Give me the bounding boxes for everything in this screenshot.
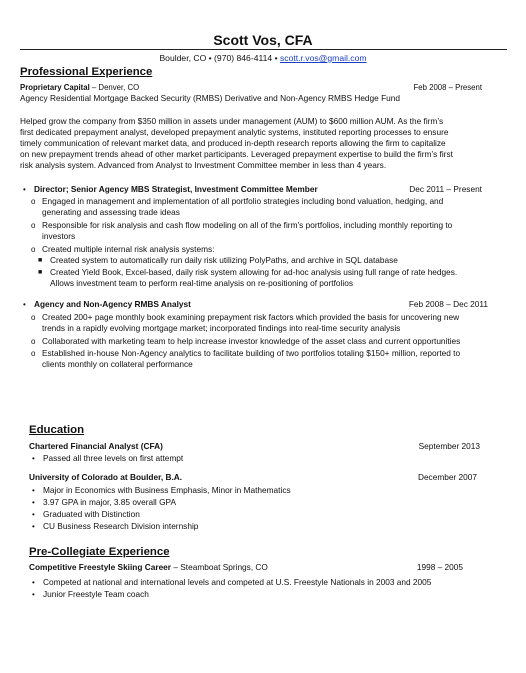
heading-pre-collegiate: Pre-Collegiate Experience <box>29 546 170 558</box>
role1-item: Responsible for risk analysis and cash flow modeling on all of the firm’s portfolios, including monthly reporting to <box>42 220 453 230</box>
bullet-icon: • <box>32 498 35 507</box>
role1-dates: Dec 2011 – Present <box>409 184 482 194</box>
circle-bullet-icon: o <box>31 337 36 346</box>
bullet-icon: • <box>32 590 35 599</box>
role2-dates: Feb 2008 – Dec 2011 <box>408 299 488 309</box>
role2-item: Established in-house Non-Agency analytics to facilitate building of two portfolios totaling $150+ million, reported to <box>42 348 461 358</box>
role1-item: Created multiple internal risk analysis systems: <box>42 244 215 254</box>
role1-subitem-cont: Allows investment team to perform real-time analysis on re-positioning of portfolios <box>50 278 353 288</box>
company-dates: Feb 2008 – Present <box>413 83 482 92</box>
skiing-dates: 1998 – 2005 <box>416 562 463 572</box>
university-item: Graduated with Distinction <box>43 509 140 519</box>
summary-line: first dedicated prepayment analyst, developed prepayment analytic systems, instituted reporting processes to ensure <box>20 127 449 137</box>
skiing-item: Junior Freestyle Team coach <box>43 589 149 599</box>
summary-line: Helped grow the company from $350 million in assets under management (AUM) to $600 million AUM. As the firm’s <box>20 116 444 126</box>
contact-details: Boulder, CO • (970) 846-4114 • <box>159 53 280 63</box>
skiing-item: Competed at national and international levels and competed at U.S. Freestyle Nationals in 2003 and 2005 <box>43 577 432 587</box>
bullet-icon: • <box>32 454 35 463</box>
company-line <box>20 82 139 93</box>
university-item: Major in Economics with Business Emphasis, Minor in Mathematics <box>43 485 291 495</box>
contact-line <box>0 53 526 64</box>
skiing-title: Competitive Freestyle Skiing Career <box>29 562 172 572</box>
fund-description: Agency Residential Mortgage Backed Security (RMBS) Derivative and Non-Agency RMBS Hedge Fund <box>20 93 400 103</box>
summary-line: risk analysis system. Advanced from Analyst to Investment Committee member in less than 4 years. <box>20 160 387 170</box>
cfa-date: September 2013 <box>418 441 480 451</box>
university-title: University of Colorado at Boulder, B.A. <box>29 472 183 482</box>
square-bullet-icon: ■ <box>38 269 43 276</box>
skiing-location: – Steamboat Springs, CO <box>171 562 268 572</box>
role1-title: Director; Senior Agency MBS Strategist, Investment Committee Member <box>34 184 318 194</box>
role2-item-cont: trends in a rapidly evolving mortgage market; incorporated findings into real-time security analysis <box>42 323 401 333</box>
summary-paragraph <box>20 116 510 171</box>
bullet-icon: • <box>23 300 26 309</box>
company-name: Proprietary Capital <box>20 83 90 92</box>
cfa-title: Chartered Financial Analyst (CFA) <box>29 441 163 451</box>
role2-title: Agency and Non-Agency RMBS Analyst <box>34 299 191 309</box>
company-location: – Denver, CO <box>89 83 140 92</box>
university-item: 3.97 GPA in major, 3.85 overall GPA <box>43 497 176 507</box>
skiing-line <box>29 562 268 573</box>
role1-item-cont: generating and assessing trade ideas <box>42 207 180 217</box>
circle-bullet-icon: o <box>31 221 36 230</box>
role1-subitem: Created system to automatically run daily risk utilizing PolyPaths, and archive in SQL database <box>50 255 398 265</box>
bullet-icon: • <box>32 510 35 519</box>
university-item: CU Business Research Division internship <box>43 521 199 531</box>
role2-item: Created 200+ page monthly book examining prepayment risk factors which provided the basis for uncovering new <box>42 312 460 322</box>
bullet-icon: • <box>32 522 35 531</box>
bullet-icon: • <box>32 578 35 587</box>
bullet-icon: • <box>23 185 26 194</box>
circle-bullet-icon: o <box>31 349 36 358</box>
summary-line: timely communication of relevant market data, and produced in-depth research reports allowing the firm to capitalize <box>20 138 446 148</box>
heading-professional-experience: Professional Experience <box>20 66 153 78</box>
cfa-item: Passed all three levels on first attempt <box>43 453 184 463</box>
resume-name: Scott Vos, CFA <box>213 32 313 48</box>
role1-subitem: Created Yield Book, Excel-based, daily risk system allowing for ad-hoc analysis using full range of rate hedges. <box>50 267 458 277</box>
heading-education: Education <box>29 424 85 436</box>
square-bullet-icon: ■ <box>38 257 43 264</box>
university-date: December 2007 <box>417 472 477 482</box>
role2-item-cont: clients monthly on collateral performance <box>42 359 193 369</box>
circle-bullet-icon: o <box>31 313 36 322</box>
header-divider <box>20 49 507 50</box>
circle-bullet-icon: o <box>31 197 36 206</box>
circle-bullet-icon: o <box>31 245 36 254</box>
bullet-icon: • <box>32 486 35 495</box>
role1-item-cont: investors <box>42 231 76 241</box>
email-link[interactable]: scott.r.vos@gmail.com <box>279 53 367 63</box>
role1-item: Engaged in management and implementation of all portfolio strategies including bond valuation, hedging, and <box>42 196 444 206</box>
role2-item: Collaborated with marketing team to help increase investor knowledge of the asset class and current opportunities <box>42 336 461 346</box>
summary-line: on new prepayment trends ahead of other market participants. Leveraged prepayment expertise to build the firm’s first <box>20 149 453 159</box>
